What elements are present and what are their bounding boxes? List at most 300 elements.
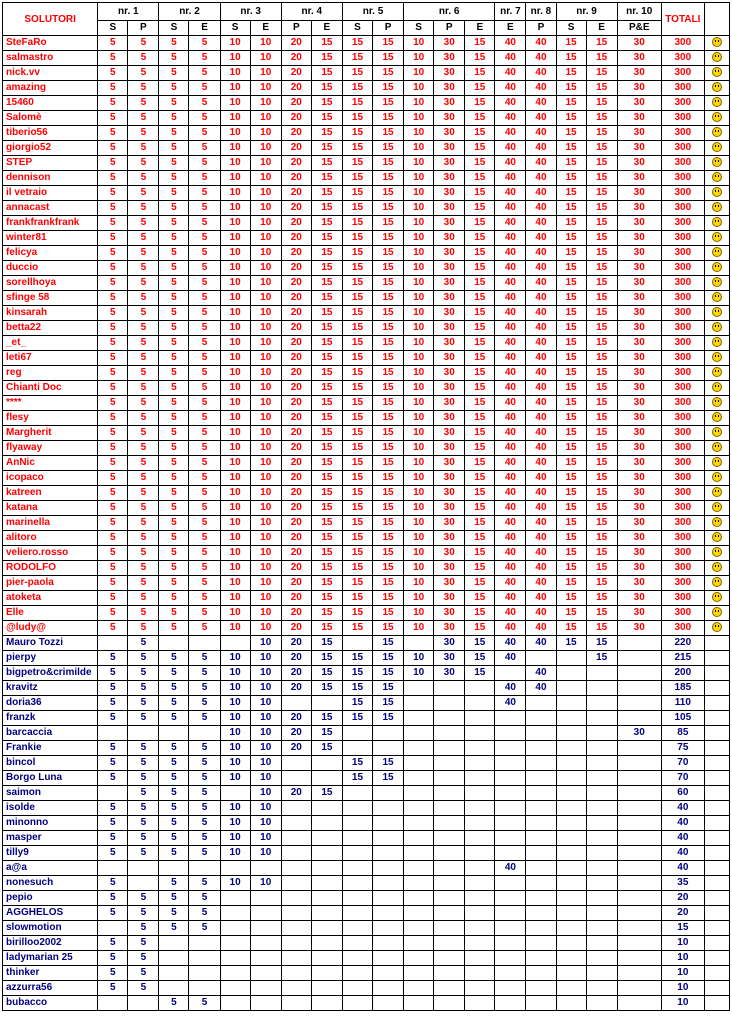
total-cell: 300 [661, 606, 704, 621]
score-cell [434, 846, 465, 861]
score-cell: 10 [250, 681, 281, 696]
smiley-icon [712, 577, 722, 587]
score-cell [342, 861, 372, 876]
score-cell: 10 [250, 261, 281, 276]
solver-name: tilly9 [3, 846, 98, 861]
score-cell: 15 [465, 96, 495, 111]
score-cell: 15 [586, 306, 617, 321]
score-cell: 10 [250, 456, 281, 471]
score-cell: 10 [250, 231, 281, 246]
table-row [3, 576, 730, 591]
score-cell [373, 951, 404, 966]
score-cell: 20 [281, 576, 311, 591]
badge-cell [704, 171, 729, 186]
score-cell: 10 [404, 621, 434, 636]
score-cell: 15 [311, 621, 342, 636]
score-cell [465, 876, 495, 891]
score-cell [586, 921, 617, 936]
score-cell [159, 951, 189, 966]
smiley-icon [712, 292, 722, 302]
table-row [3, 516, 730, 531]
score-cell [220, 891, 250, 906]
score-cell: 5 [98, 876, 128, 891]
score-cell [281, 981, 311, 996]
score-cell [617, 846, 661, 861]
score-cell: 5 [128, 606, 159, 621]
score-cell: 5 [159, 561, 189, 576]
score-cell: 30 [434, 81, 465, 96]
score-cell: 10 [404, 291, 434, 306]
score-cell: 40 [495, 381, 526, 396]
score-cell: 15 [342, 771, 372, 786]
score-cell: 40 [495, 291, 526, 306]
badge-cell [704, 816, 729, 831]
badge-cell [704, 951, 729, 966]
score-cell [311, 921, 342, 936]
score-cell [189, 951, 220, 966]
score-cell: 15 [311, 81, 342, 96]
score-cell: 5 [189, 351, 220, 366]
score-cell: 40 [495, 81, 526, 96]
score-cell: 15 [586, 456, 617, 471]
score-cell [311, 996, 342, 1011]
table-row [3, 81, 730, 96]
solver-name: Margherit [3, 426, 98, 441]
score-cell [617, 636, 661, 651]
score-cell: 15 [465, 456, 495, 471]
score-cell [434, 801, 465, 816]
smiley-icon [712, 487, 722, 497]
score-cell [220, 861, 250, 876]
score-cell [465, 831, 495, 846]
badge-cell [704, 426, 729, 441]
score-cell: 40 [495, 516, 526, 531]
score-cell [617, 891, 661, 906]
score-cell [220, 921, 250, 936]
score-cell: 10 [220, 591, 250, 606]
table-row [3, 591, 730, 606]
score-cell: 15 [342, 111, 372, 126]
score-cell [495, 981, 526, 996]
score-cell: 15 [556, 246, 586, 261]
score-cell: 15 [342, 156, 372, 171]
score-cell: 5 [159, 666, 189, 681]
score-cell [556, 666, 586, 681]
score-cell: 5 [189, 291, 220, 306]
score-cell: 10 [404, 381, 434, 396]
total-cell: 40 [661, 861, 704, 876]
table-row [3, 186, 730, 201]
score-cell [586, 726, 617, 741]
score-cell: 30 [434, 171, 465, 186]
score-cell [526, 876, 556, 891]
score-cell [465, 891, 495, 906]
score-cell: 10 [404, 186, 434, 201]
score-cell: 10 [404, 666, 434, 681]
total-cell: 300 [661, 516, 704, 531]
score-cell: 10 [220, 216, 250, 231]
sub-header: S [404, 21, 434, 36]
score-cell: 40 [526, 216, 556, 231]
total-cell: 10 [661, 966, 704, 981]
score-cell: 10 [404, 81, 434, 96]
score-cell [495, 996, 526, 1011]
score-cell [556, 801, 586, 816]
score-cell [220, 786, 250, 801]
score-cell: 5 [189, 141, 220, 156]
score-cell: 30 [617, 291, 661, 306]
score-cell: 5 [128, 486, 159, 501]
solver-name: Frankie [3, 741, 98, 756]
score-cell [281, 846, 311, 861]
score-cell: 5 [98, 426, 128, 441]
score-cell: 30 [617, 621, 661, 636]
solver-name: veliero.rosso [3, 546, 98, 561]
score-cell: 5 [159, 921, 189, 936]
score-cell [342, 951, 372, 966]
score-cell [526, 846, 556, 861]
score-cell: 10 [404, 426, 434, 441]
solver-name: isolde [3, 801, 98, 816]
score-cell: 15 [465, 381, 495, 396]
score-cell: 10 [250, 201, 281, 216]
score-cell: 5 [128, 711, 159, 726]
total-cell: 300 [661, 291, 704, 306]
score-cell: 40 [526, 156, 556, 171]
score-cell [373, 726, 404, 741]
solver-name: felicya [3, 246, 98, 261]
score-cell: 10 [250, 606, 281, 621]
total-cell: 300 [661, 561, 704, 576]
total-cell: 300 [661, 486, 704, 501]
smiley-icon [712, 37, 722, 47]
badge-cell [704, 201, 729, 216]
score-cell: 40 [526, 81, 556, 96]
score-cell: 10 [250, 771, 281, 786]
score-cell: 15 [373, 576, 404, 591]
score-cell [495, 756, 526, 771]
score-cell [281, 966, 311, 981]
score-cell: 10 [250, 816, 281, 831]
total-cell: 300 [661, 621, 704, 636]
score-cell [342, 816, 372, 831]
score-cell: 15 [342, 231, 372, 246]
solver-name: thinker [3, 966, 98, 981]
score-cell: 5 [159, 441, 189, 456]
score-cell: 5 [98, 456, 128, 471]
solver-name: kravitz [3, 681, 98, 696]
score-cell [220, 636, 250, 651]
score-cell: 15 [342, 606, 372, 621]
sub-header: E [495, 21, 526, 36]
score-cell: 15 [373, 771, 404, 786]
score-cell: 15 [373, 501, 404, 516]
score-cell: 5 [128, 651, 159, 666]
score-cell: 30 [617, 96, 661, 111]
score-cell [434, 696, 465, 711]
total-cell: 75 [661, 741, 704, 756]
score-cell: 20 [281, 651, 311, 666]
score-cell: 15 [342, 666, 372, 681]
score-cell: 5 [128, 366, 159, 381]
score-cell [526, 966, 556, 981]
score-cell [465, 921, 495, 936]
score-cell: 15 [373, 126, 404, 141]
score-cell [586, 681, 617, 696]
smiley-icon [712, 472, 722, 482]
score-cell [495, 831, 526, 846]
score-cell [404, 756, 434, 771]
score-cell [98, 786, 128, 801]
score-cell: 10 [404, 201, 434, 216]
score-cell: 30 [434, 411, 465, 426]
score-cell: 5 [159, 876, 189, 891]
score-cell: 5 [128, 981, 159, 996]
score-cell [434, 741, 465, 756]
score-cell: 40 [495, 861, 526, 876]
score-cell: 15 [586, 336, 617, 351]
score-cell: 15 [342, 81, 372, 96]
score-cell: 20 [281, 441, 311, 456]
score-cell: 10 [220, 381, 250, 396]
score-cell: 20 [281, 726, 311, 741]
score-cell: 5 [98, 981, 128, 996]
score-cell: 15 [311, 636, 342, 651]
score-cell: 40 [495, 531, 526, 546]
score-cell: 20 [281, 546, 311, 561]
score-cell [311, 936, 342, 951]
score-cell: 15 [311, 666, 342, 681]
score-cell: 10 [404, 411, 434, 426]
score-cell: 5 [159, 96, 189, 111]
score-cell: 15 [342, 516, 372, 531]
score-cell: 30 [617, 486, 661, 501]
score-cell: 40 [495, 411, 526, 426]
score-cell: 40 [495, 336, 526, 351]
score-cell: 15 [373, 51, 404, 66]
score-cell: 5 [128, 261, 159, 276]
score-cell: 40 [495, 66, 526, 81]
score-cell: 10 [250, 726, 281, 741]
total-cell: 105 [661, 711, 704, 726]
table-row [3, 351, 730, 366]
score-cell: 40 [495, 96, 526, 111]
score-cell: 15 [586, 396, 617, 411]
score-cell [250, 996, 281, 1011]
score-cell: 5 [159, 156, 189, 171]
score-cell: 5 [128, 966, 159, 981]
score-cell: 5 [189, 921, 220, 936]
score-cell: 20 [281, 606, 311, 621]
score-cell: 15 [373, 696, 404, 711]
score-cell: 5 [159, 396, 189, 411]
smiley-icon [712, 457, 722, 467]
score-cell [281, 936, 311, 951]
score-cell: 5 [159, 486, 189, 501]
score-cell: 15 [373, 621, 404, 636]
score-cell: 5 [128, 216, 159, 231]
score-cell: 15 [342, 126, 372, 141]
score-cell: 15 [465, 366, 495, 381]
score-cell [586, 891, 617, 906]
score-cell [250, 951, 281, 966]
score-cell: 30 [617, 51, 661, 66]
score-cell: 20 [281, 96, 311, 111]
score-cell: 20 [281, 276, 311, 291]
score-cell: 15 [373, 516, 404, 531]
score-cell [526, 711, 556, 726]
solvers-table [2, 2, 730, 1011]
score-cell [311, 876, 342, 891]
score-cell: 40 [526, 501, 556, 516]
score-cell: 15 [311, 786, 342, 801]
score-cell: 30 [434, 141, 465, 156]
score-cell: 15 [465, 591, 495, 606]
solutori-header: SOLUTORI [3, 3, 98, 36]
score-cell: 15 [373, 396, 404, 411]
table-row [3, 636, 730, 651]
smiley-icon [712, 232, 722, 242]
total-cell: 70 [661, 771, 704, 786]
score-cell: 10 [404, 321, 434, 336]
score-cell: 15 [465, 261, 495, 276]
score-cell: 5 [128, 831, 159, 846]
score-cell: 5 [128, 291, 159, 306]
score-cell: 30 [434, 231, 465, 246]
score-cell: 5 [128, 741, 159, 756]
sub-header: P [373, 21, 404, 36]
solver-name: sorellhoya [3, 276, 98, 291]
total-cell: 300 [661, 216, 704, 231]
score-cell [526, 651, 556, 666]
table-row [3, 846, 730, 861]
score-cell: 15 [311, 531, 342, 546]
total-cell: 300 [661, 546, 704, 561]
table-row [3, 156, 730, 171]
score-cell [373, 936, 404, 951]
score-cell: 30 [434, 426, 465, 441]
score-cell [586, 771, 617, 786]
score-cell [556, 771, 586, 786]
score-cell [556, 741, 586, 756]
score-cell: 5 [128, 846, 159, 861]
score-cell: 5 [128, 441, 159, 456]
score-cell: 20 [281, 141, 311, 156]
badge-cell [704, 231, 729, 246]
table-row [3, 981, 730, 996]
score-cell: 5 [159, 51, 189, 66]
score-cell: 15 [556, 516, 586, 531]
score-cell: 5 [128, 771, 159, 786]
score-cell: 10 [404, 576, 434, 591]
score-cell: 40 [495, 51, 526, 66]
score-cell: 5 [128, 351, 159, 366]
score-cell: 30 [434, 96, 465, 111]
score-cell: 5 [128, 81, 159, 96]
total-cell: 300 [661, 306, 704, 321]
smiley-icon [712, 157, 722, 167]
score-cell [526, 981, 556, 996]
total-cell: 300 [661, 501, 704, 516]
score-cell: 10 [250, 516, 281, 531]
score-cell: 15 [465, 486, 495, 501]
score-cell: 15 [556, 36, 586, 51]
score-cell [434, 921, 465, 936]
score-cell: 5 [98, 141, 128, 156]
score-cell [495, 846, 526, 861]
smiley-icon [712, 562, 722, 572]
score-cell [98, 921, 128, 936]
score-cell: 40 [495, 486, 526, 501]
score-cell: 15 [342, 456, 372, 471]
score-cell [465, 966, 495, 981]
badge-cell [704, 591, 729, 606]
table-row [3, 561, 730, 576]
score-cell: 15 [311, 36, 342, 51]
score-cell [526, 921, 556, 936]
smiley-icon [712, 142, 722, 152]
score-cell: 40 [526, 66, 556, 81]
score-cell [281, 861, 311, 876]
score-cell: 30 [617, 216, 661, 231]
score-cell: 10 [404, 156, 434, 171]
score-cell: 15 [556, 171, 586, 186]
total-cell: 60 [661, 786, 704, 801]
score-cell [311, 756, 342, 771]
score-cell: 10 [404, 591, 434, 606]
score-cell [404, 726, 434, 741]
score-cell: 10 [404, 456, 434, 471]
badge-cell [704, 81, 729, 96]
smiley-icon [712, 202, 722, 212]
score-cell [526, 951, 556, 966]
score-cell [617, 981, 661, 996]
table-row [3, 66, 730, 81]
score-cell: 15 [311, 231, 342, 246]
score-cell: 20 [281, 621, 311, 636]
score-cell: 30 [617, 396, 661, 411]
score-cell: 10 [220, 816, 250, 831]
solver-name: masper [3, 831, 98, 846]
score-cell: 5 [159, 681, 189, 696]
badge-cell [704, 606, 729, 621]
score-cell: 15 [342, 261, 372, 276]
score-cell: 10 [220, 201, 250, 216]
score-cell: 5 [128, 561, 159, 576]
solver-name: atoketa [3, 591, 98, 606]
score-cell: 10 [220, 516, 250, 531]
solver-name: giorgio52 [3, 141, 98, 156]
score-cell [128, 996, 159, 1011]
score-cell: 15 [342, 621, 372, 636]
score-cell [404, 786, 434, 801]
score-cell: 5 [159, 741, 189, 756]
score-cell: 10 [220, 51, 250, 66]
total-cell: 300 [661, 186, 704, 201]
score-cell [617, 996, 661, 1011]
score-cell [556, 711, 586, 726]
sub-header: S [220, 21, 250, 36]
score-cell: 40 [495, 216, 526, 231]
score-cell: 15 [373, 351, 404, 366]
table-row [3, 921, 730, 936]
score-cell: 5 [98, 441, 128, 456]
score-cell: 30 [434, 636, 465, 651]
sub-header: P [281, 21, 311, 36]
score-cell [434, 906, 465, 921]
score-cell: 40 [495, 546, 526, 561]
score-cell: 10 [250, 621, 281, 636]
